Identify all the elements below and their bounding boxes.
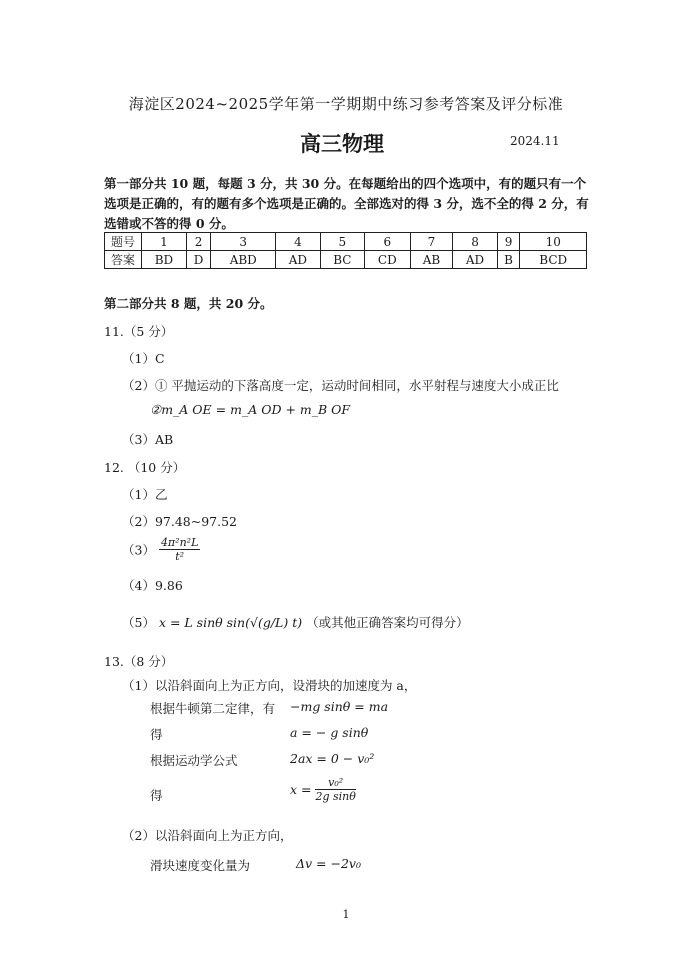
answer-cell: D <box>186 251 211 269</box>
answer-cell: CD <box>364 251 410 269</box>
page-number: 1 <box>342 908 350 921</box>
q11-answer-3: （3）AB <box>122 432 174 447</box>
q12-fraction-numerator: 4π²n²L <box>160 536 199 549</box>
q13-formula-4-lhs: x = <box>290 782 312 797</box>
q13-line-2-label: 得 <box>150 727 163 742</box>
q12-answer-5 <box>122 613 469 631</box>
q12-answer-5-label: （5） <box>122 615 155 630</box>
answer-cell: B <box>497 251 520 269</box>
question-number: 6 <box>364 233 410 251</box>
q13-formula-4 <box>290 776 356 803</box>
part1-instructions: 第一部分共 10 题，每题 3 分，共 30 分。在每题给出的四个选项中，有的题只有一个选项是正确的，有的题有多个选项是正确的。全部选对的得 3 分，选不全的得 2 分，有选错或不答的得 0 分。 <box>104 176 589 231</box>
row-label-answer: 答案 <box>105 251 142 269</box>
q11-heading: 11.（5 分） <box>104 324 174 339</box>
q13-formula-3: 2ax = 0 − v₀² <box>290 751 375 766</box>
q12-fraction-denominator: t² <box>175 550 185 563</box>
q12-answer-1: （1）乙 <box>122 487 168 502</box>
document-date: 2024.11 <box>510 134 560 148</box>
q13-formula-5: Δv = −2v₀ <box>296 856 362 871</box>
q11-answer-2: （2）① 平抛运动的下落高度一定，运动时间相同，水平射程与速度大小成正比 <box>122 378 559 393</box>
question-number: 5 <box>320 233 364 251</box>
q13-formula-4-fraction <box>315 776 355 803</box>
q12-answer-5-note: （或其他正确答案均可得分） <box>306 615 469 630</box>
answer-cell: BC <box>320 251 364 269</box>
answer-cell: ABD <box>211 251 276 269</box>
q13-line-5-label: 滑块速度变化量为 <box>150 858 251 873</box>
q13-line-4-label: 得 <box>150 788 163 803</box>
q12-answer-4: （4）9.86 <box>122 578 183 593</box>
question-number: 2 <box>186 233 211 251</box>
answer-cell: AD <box>276 251 320 269</box>
question-number: 4 <box>276 233 320 251</box>
q13-fraction-denominator: 2g sinθ <box>315 790 356 803</box>
q13-line-3-label: 根据运动学公式 <box>150 753 238 768</box>
q13-answer-1: （1）以沿斜面向上为正方向，设滑块的加速度为 a， <box>122 678 417 693</box>
q12-answer-3-label: （3） <box>122 542 155 558</box>
answer-table <box>104 232 587 269</box>
q12-answer-2: （2）97.48~97.52 <box>122 514 237 529</box>
q11-answer-2b: ②m_A OE = m_A OD + m_B OF <box>150 402 351 417</box>
question-number: 9 <box>497 233 520 251</box>
question-number: 3 <box>211 233 276 251</box>
document-title: 海淀区2024~2025学年第一学期期中练习参考答案及评分标准 <box>128 95 564 113</box>
answer-table-answer-row <box>105 251 587 269</box>
q12-answer-3-fraction <box>159 536 200 563</box>
question-number: 1 <box>142 233 187 251</box>
q12-heading: 12. （10 分） <box>104 460 186 475</box>
q12-answer-3 <box>122 536 200 563</box>
q13-formula-1: −mg sinθ = ma <box>290 699 389 714</box>
answer-cell: AB <box>410 251 453 269</box>
question-number: 7 <box>410 233 453 251</box>
answer-cell: BD <box>142 251 187 269</box>
q13-heading: 13.（8 分） <box>104 654 174 669</box>
part2-instructions: 第二部分共 8 题，共 20 分。 <box>104 296 273 311</box>
answer-table-number-row <box>105 233 587 251</box>
answer-cell: AD <box>453 251 497 269</box>
q12-answer-5-formula: x = L sinθ sin(√(g/L) t) <box>158 615 303 630</box>
q13-fraction-numerator: v₀² <box>315 776 355 790</box>
answer-cell: BCD <box>520 251 587 269</box>
question-number: 8 <box>453 233 497 251</box>
q13-answer-2: （2）以沿斜面向上为正方向， <box>122 828 293 843</box>
q11-answer-1: （1）C <box>122 351 165 366</box>
question-number: 10 <box>520 233 587 251</box>
q13-formula-2: a = − g sinθ <box>290 725 369 740</box>
row-label-number: 题号 <box>105 233 142 251</box>
q13-line-1-label: 根据牛顿第二定律，有 <box>150 701 276 716</box>
subject-title: 高三物理 <box>300 131 384 156</box>
